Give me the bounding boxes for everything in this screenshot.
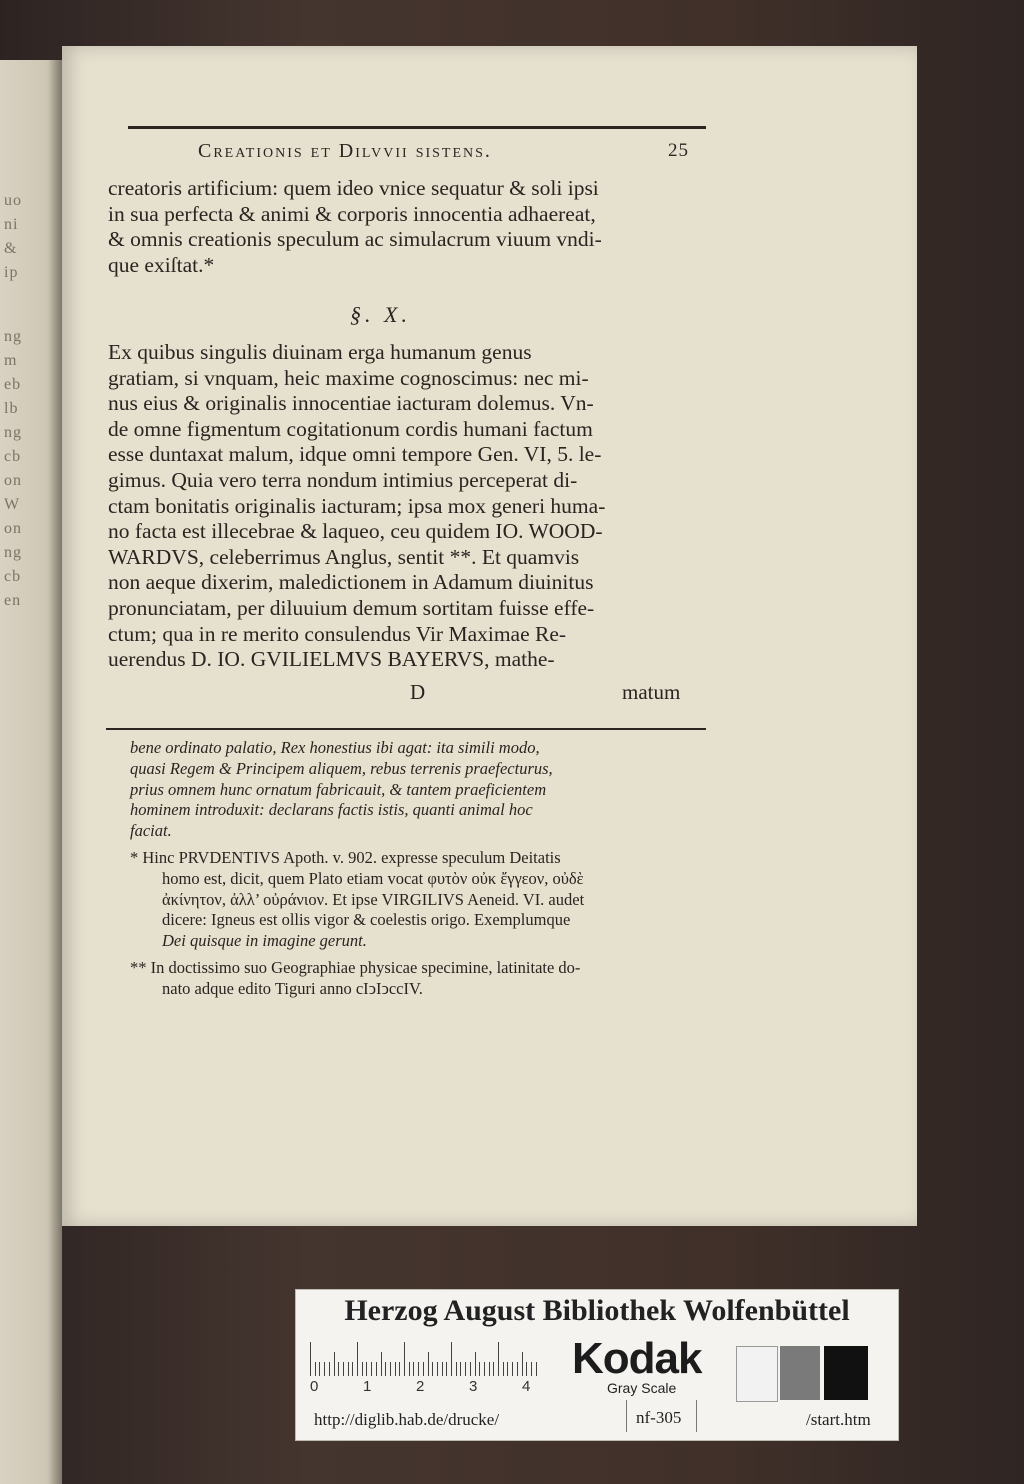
text-line: esse duntaxat malum, idque omni tempore Gen. VI, 5. le- bbox=[108, 442, 602, 467]
ruler-tick bbox=[536, 1362, 537, 1376]
ruler-tick bbox=[531, 1362, 532, 1376]
prev-page-fragment: ng bbox=[4, 328, 22, 345]
running-head-title: Creationis et Dilvvii sistens. bbox=[198, 140, 492, 162]
paragraph-1 bbox=[108, 176, 708, 278]
swatch-black bbox=[824, 1346, 868, 1400]
text-line: uerendus D. IO. GVILIELMVS BAYERVS, mathe- bbox=[108, 647, 555, 672]
ruler-number: 1 bbox=[363, 1378, 372, 1395]
page-gutter-shadow bbox=[48, 60, 62, 1484]
ruler-tick bbox=[352, 1362, 353, 1376]
prev-page-fragment: lb bbox=[4, 400, 19, 417]
ruler-tick bbox=[376, 1362, 377, 1376]
ruler-tick bbox=[362, 1362, 363, 1376]
footnote-line: faciat. bbox=[130, 821, 172, 841]
ruler-number: 0 bbox=[310, 1378, 319, 1395]
footnote-line: quasi Regem & Principem aliquem, rebus terrenis praefecturus, bbox=[130, 758, 553, 778]
ruler-tick bbox=[517, 1362, 518, 1376]
ruler-tick bbox=[310, 1342, 311, 1376]
text-line: ctam bonitatis originalis iacturam; ipsa mox generi huma- bbox=[108, 493, 606, 518]
text-line: Ex quibus singulis diuinam erga humanum genus bbox=[108, 340, 532, 364]
ruler-tick bbox=[428, 1352, 429, 1376]
ruler-tick bbox=[409, 1362, 410, 1376]
ruler-tick bbox=[315, 1362, 316, 1376]
kodak-logo: Kodak bbox=[572, 1334, 702, 1383]
ruler-number: 4 bbox=[522, 1378, 531, 1395]
ruler-tick bbox=[451, 1342, 452, 1376]
ruler-tick bbox=[404, 1342, 405, 1376]
prev-page-fragment: cb bbox=[4, 448, 22, 465]
text-line: creatoris artificium: quem ideo vnice sequatur & soli ipsi bbox=[108, 176, 599, 200]
paragraph-2 bbox=[108, 340, 708, 673]
footnote-line: homo est, dicit, quem Plato etiam vocat φυτὸν οὐκ ἔγγεον, οὐδὲ bbox=[162, 868, 584, 888]
ruler-tick bbox=[498, 1342, 499, 1376]
ruler-tick bbox=[423, 1362, 424, 1376]
prev-page-fragment: W bbox=[4, 496, 21, 513]
ruler-tick bbox=[437, 1362, 438, 1376]
text-line: que exiſtat.* bbox=[108, 252, 215, 277]
footnote-line: hominem introduxit: declarans factis istis, quanti animal hoc bbox=[130, 800, 533, 820]
ruler-tick bbox=[381, 1352, 382, 1376]
ruler-tick bbox=[442, 1362, 443, 1376]
prev-page-fragment: uo bbox=[4, 192, 22, 209]
ruler-tick bbox=[446, 1362, 447, 1376]
text-line: pronunciatam, per diluuium demum sortitam fuisse effe- bbox=[108, 595, 595, 620]
prev-page-fragment: ng bbox=[4, 424, 22, 441]
library-title: Herzog August Bibliothek Wolfenbüttel bbox=[344, 1294, 850, 1327]
ruler-tick bbox=[489, 1362, 490, 1376]
prev-page-fragment: on bbox=[4, 520, 22, 537]
ruler-tick bbox=[399, 1362, 400, 1376]
ruler-tick bbox=[385, 1362, 386, 1376]
divider bbox=[696, 1400, 697, 1432]
ruler-tick bbox=[432, 1362, 433, 1376]
footnotes bbox=[130, 738, 706, 1000]
ruler-tick bbox=[479, 1362, 480, 1376]
gray-scale-label: Gray Scale bbox=[607, 1380, 677, 1396]
ruler-tick bbox=[456, 1362, 457, 1376]
shelfmark-id: nf-305 bbox=[636, 1408, 682, 1427]
ruler-tick bbox=[475, 1352, 476, 1376]
ruler-tick bbox=[366, 1362, 367, 1376]
ruler-tick bbox=[465, 1362, 466, 1376]
page-number: 25 bbox=[668, 140, 689, 161]
ruler-number: 3 bbox=[469, 1378, 478, 1395]
footnote-line: Dei quisque in imagine gerunt. bbox=[162, 931, 367, 951]
ruler-tick bbox=[503, 1362, 504, 1376]
ruler-tick bbox=[470, 1362, 471, 1376]
gray-swatches bbox=[736, 1346, 876, 1400]
ruler-number: 2 bbox=[416, 1378, 425, 1395]
ruler-tick bbox=[329, 1362, 330, 1376]
ruler-tick bbox=[343, 1362, 344, 1376]
prev-page-fragment: cb bbox=[4, 568, 22, 585]
ruler-tick bbox=[484, 1362, 485, 1376]
prev-page-fragment: en bbox=[4, 592, 22, 609]
footnote-rule bbox=[106, 728, 706, 730]
ruler-tick bbox=[371, 1362, 372, 1376]
text-line: WARDVS, celeberrimus Anglus, sentit **. Et quamvis bbox=[108, 544, 580, 569]
text-line: in sua perfecta & animi & corporis innocentia adhaereat, bbox=[108, 201, 596, 226]
prev-page-fragment: ni bbox=[4, 216, 19, 233]
ruler-tick bbox=[460, 1362, 461, 1376]
ruler-scale bbox=[310, 1342, 540, 1376]
catchword: matum bbox=[622, 680, 681, 704]
divider bbox=[626, 1400, 627, 1432]
prev-page-fragment: m bbox=[4, 352, 18, 369]
ruler-tick bbox=[338, 1362, 339, 1376]
text-line: no facta est illecebrae & laqueo, ceu quidem IO. WOOD- bbox=[108, 519, 603, 544]
ruler-tick bbox=[512, 1362, 513, 1376]
text-line: ctum; qua in re merito consulendus Vir Maximae Re- bbox=[108, 621, 567, 646]
text-line: de omne figmentum cogitationum cordis humani factum bbox=[108, 416, 593, 441]
prev-page-fragment: ng bbox=[4, 544, 22, 561]
ruler-tick bbox=[522, 1352, 523, 1376]
ruler-tick bbox=[357, 1342, 358, 1376]
ruler-tick bbox=[526, 1362, 527, 1376]
ruler-tick bbox=[507, 1362, 508, 1376]
text-line: gratiam, si vnquam, heic maxime cognoscimus: nec mi- bbox=[108, 365, 589, 390]
section-heading: §. X. bbox=[350, 302, 411, 327]
swatch-gray bbox=[780, 1346, 820, 1400]
footnote-line: nato adque edito Tiguri anno cIↄIↄccIV. bbox=[162, 978, 423, 998]
footnote-line: dicere: Igneus est ollis vigor & coelestis origo. Exemplumque bbox=[162, 910, 571, 930]
footnote-line: ἀκίνητον, ἀλλ’ οὐράνιον. Et ipse VIRGILIVS Aeneid. VI. audet bbox=[162, 889, 585, 909]
prev-page-fragment: & bbox=[4, 240, 18, 257]
ruler-tick bbox=[348, 1362, 349, 1376]
url-left: http://diglib.hab.de/drucke/ bbox=[314, 1410, 500, 1429]
prev-page-fragment: eb bbox=[4, 376, 22, 393]
ruler-tick bbox=[319, 1362, 320, 1376]
header-rule bbox=[128, 126, 706, 129]
text-line: nus eius & originalis innocentiae iacturam dolemus. Vn- bbox=[108, 391, 594, 416]
ruler-tick bbox=[413, 1362, 414, 1376]
running-head bbox=[130, 140, 710, 170]
swatch-white bbox=[736, 1346, 778, 1402]
ruler-tick bbox=[493, 1362, 494, 1376]
ruler-tick bbox=[390, 1362, 391, 1376]
previous-page-edge bbox=[0, 60, 62, 1484]
footnote-line: prius omnem hunc ornatum fabricauit, & tantem praeficientem bbox=[130, 779, 547, 799]
url-right: /start.htm bbox=[806, 1410, 871, 1429]
footnote-line: bene ordinato palatio, Rex honestius ibi agat: ita simili modo, bbox=[130, 738, 540, 757]
footnote-line: * Hinc PRVDENTIVS Apoth. v. 902. expresse speculum Deitatis bbox=[130, 847, 561, 867]
footnote-line: ** In doctissimo suo Geographiae physicae specimine, latinitate do- bbox=[130, 957, 581, 977]
text-line: & omnis creationis speculum ac simulacrum viuum vndi- bbox=[108, 227, 602, 252]
text-line: non aeque dixerim, maledictionem in Adamum diuinitus bbox=[108, 570, 594, 595]
prev-page-fragment: on bbox=[4, 472, 22, 489]
ruler-tick bbox=[334, 1352, 335, 1376]
ruler-tick bbox=[395, 1362, 396, 1376]
ruler-tick bbox=[418, 1362, 419, 1376]
ruler-tick bbox=[324, 1362, 325, 1376]
text-line: gimus. Quia vero terra nondum intimius perceperat di- bbox=[108, 467, 578, 492]
prev-page-fragment: ip bbox=[4, 264, 19, 281]
color-target-card bbox=[295, 1289, 899, 1441]
signature-mark: D bbox=[410, 680, 426, 704]
